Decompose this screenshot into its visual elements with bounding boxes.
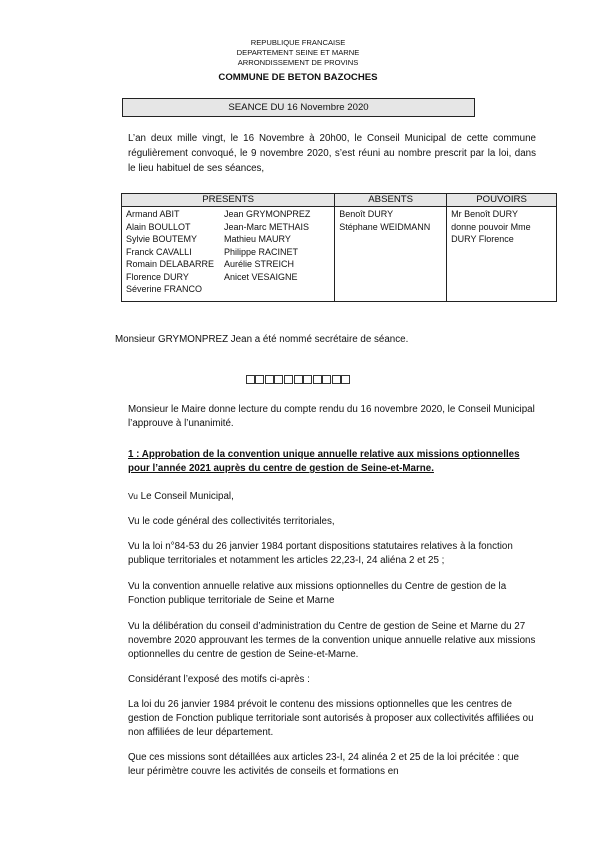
presents-column-1 (126, 208, 224, 296)
present-name: Jean-Marc METHAIS (224, 221, 310, 232)
vu-conseil-paragraph (128, 489, 538, 504)
present-name: Florence DURY (126, 271, 189, 282)
absent-name: Stéphane WEIDMANN (339, 221, 431, 232)
present-name: Franck CAVALLI (126, 246, 192, 257)
separator-box (284, 375, 293, 384)
considerant-paragraph: Considérant l’exposé des motifs ci-après : (128, 674, 310, 685)
pouvoirs-header: POUVOIRS (447, 194, 557, 207)
absents-cell (335, 207, 447, 302)
separator-box (246, 375, 255, 384)
present-name: Sylvie BOUTEMY (126, 234, 198, 244)
item1-heading: 1 : Approbation de la convention unique annuelle relative aux missions optionnelles pour l’année 2021 auprès du centre de gestion de Seine-et-Marne. (128, 449, 520, 474)
present-name: Anicet VESAIGNE (224, 271, 298, 282)
present-name: Mathieu MAURY (224, 234, 291, 244)
separator-box (255, 375, 264, 384)
vu-conseil-text: Le Conseil Municipal, (140, 491, 234, 502)
lecture-paragraph: Monsieur le Maire donne lecture du compte rendu du 16 novembre 2020, le Conseil Municipal l’approuve à l’unanimité. (128, 404, 535, 429)
separator-glyphs (0, 375, 596, 384)
separator-box (332, 375, 341, 384)
present-name: Armand ABIT (126, 209, 180, 219)
vu-deliberation-paragraph: Vu la délibération du conseil d’administration du Centre de gestion de Seine et Marne du 27 novembre 2020 approuvant les termes de la convention unique annuelle relative aux missions optionnelles du centre de gestion de Seine-et-Marne. (128, 621, 536, 660)
separator-box (341, 375, 350, 384)
commune-title: COMMUNE DE BETON BAZOCHES (218, 72, 378, 83)
missions-paragraph: Que ces missions sont détaillées aux articles 23-I, 24 alinéa 2 et 25 de la loi précitée : que leur périmètre couvre les activités de conseils et formations en (128, 752, 520, 777)
seance-title-box: SEANCE DU 16 Novembre 2020 (122, 98, 475, 117)
presents-header: PRESENTS (122, 194, 335, 207)
present-name: Philippe RACINET (224, 246, 299, 257)
pouvoir-line: Mr Benoît DURY (451, 209, 518, 219)
present-name: Alain BOULLOT (126, 221, 191, 232)
pouvoir-line: donne pouvoir Mme (451, 221, 531, 232)
vu-code-paragraph: Vu le code général des collectivités territoriales, (128, 516, 335, 527)
vu-prefix: Vu (128, 491, 138, 501)
presents-column-2 (224, 208, 330, 283)
intro-paragraph: L’an deux mille vingt, le 16 Novembre à 20h00, le Conseil Municipal de cette commune régulièrement convoqué, le 9 novembre 2020, s’est réuni au nombre prescrit par la loi, dans le lieu habituel de ses séances, (128, 133, 536, 174)
vu-loi-paragraph: Vu la loi n°84-53 du 26 janvier 1984 portant dispositions statutaires relatives à la fonction publique territoriales et notamment les articles 22,23-I, 24 aliéna 2 et 25 ; (128, 541, 513, 566)
absent-name: Benoît DURY (339, 209, 394, 219)
loi-1984-paragraph: La loi du 26 janvier 1984 prévoit le contenu des missions optionnelles que les centres de gestion de Fonction publique territoriale sont autorisés à proposer aux collectivités affiliées ou non affiliées de leur département. (128, 699, 534, 738)
separator-box (274, 375, 283, 384)
separator-box (294, 375, 303, 384)
present-name: Aurélie STREICH (224, 259, 295, 269)
attendance-table (121, 193, 557, 302)
pouvoirs-cell (447, 207, 557, 302)
secretaire-statement: Monsieur GRYMONPREZ Jean a été nommé secrétaire de séance. (115, 334, 409, 345)
header-departement: DEPARTEMENT SEINE ET MARNE (236, 48, 360, 57)
pouvoir-line: DURY Florence (451, 234, 514, 244)
header-republique: REPUBLIQUE FRANCAISE (250, 38, 346, 47)
separator-box (322, 375, 331, 384)
header-arrondissement: ARRONDISSEMENT DE PROVINS (237, 58, 359, 67)
separator-box (303, 375, 312, 384)
presents-cell (122, 207, 335, 302)
vu-convention-paragraph: Vu la convention annuelle relative aux missions optionnelles du Centre de gestion de la Fonction publique territoriale de Seine et Marne (128, 581, 507, 606)
separator-box (313, 375, 322, 384)
present-name: Jean GRYMONPREZ (224, 209, 311, 219)
separator-box (265, 375, 274, 384)
absents-header: ABSENTS (335, 194, 447, 207)
present-name: Romain DELABARRE (126, 259, 215, 269)
present-name: Séverine FRANCO (126, 284, 203, 294)
